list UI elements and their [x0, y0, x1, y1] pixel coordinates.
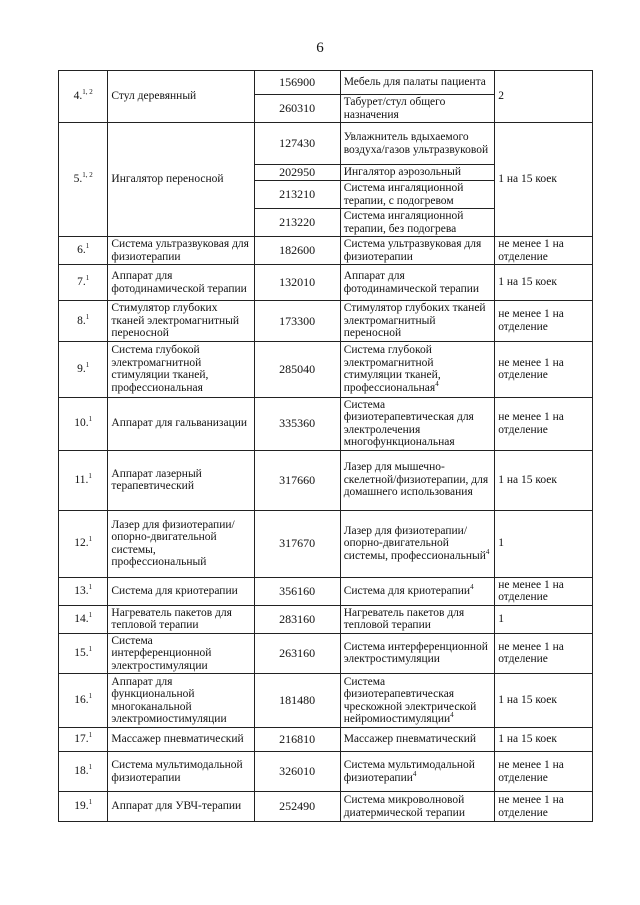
type-name: Лазер для физиотерапии/опорно-двигательной системы, профессиональный — [343, 524, 486, 562]
quantity-cell — [495, 301, 593, 342]
quantity: 1 — [498, 537, 504, 550]
type-code: 283160 — [279, 611, 316, 626]
type-code: 335360 — [279, 416, 316, 431]
row-number: 7. — [77, 276, 86, 289]
type-name-cell — [340, 165, 495, 181]
row-number: 18. — [74, 765, 89, 778]
type-code-cell — [254, 341, 340, 397]
type-code: 132010 — [279, 275, 316, 290]
row-number-superscript: 1 — [85, 360, 90, 369]
type-name: Нагреватель пакетов для тепловой терапии — [343, 606, 465, 631]
device-name-cell — [108, 71, 254, 123]
row-number-cell — [59, 301, 108, 342]
type-name: Аппарат для фотодинамической терапии — [343, 270, 480, 295]
device-name-cell — [108, 728, 254, 752]
table-row — [59, 510, 593, 577]
type-code: 156900 — [279, 75, 316, 90]
type-code-cell — [254, 633, 340, 674]
device-name-cell — [108, 674, 254, 728]
device-name-cell — [108, 265, 254, 301]
row-number: 9. — [77, 362, 86, 375]
type-name-cell — [340, 674, 495, 728]
type-name-cell — [340, 181, 495, 209]
quantity: 1 — [498, 612, 504, 625]
device-name: Система ультразвуковая для физиотерапии — [111, 238, 249, 263]
quantity-cell — [495, 237, 593, 265]
row-number-cell — [59, 71, 108, 123]
quantity-cell — [495, 577, 593, 605]
row-number-cell — [59, 674, 108, 728]
type-name-cell — [340, 95, 495, 123]
device-name-cell — [108, 237, 254, 265]
type-code: 213210 — [279, 187, 316, 202]
quantity: не менее 1 на отделение — [498, 308, 564, 333]
quantity: 1 на 15 коек — [498, 694, 557, 707]
row-number: 6. — [77, 244, 86, 257]
row-number-cell — [59, 265, 108, 301]
row-number-superscript: 1 — [88, 692, 93, 701]
row-number-cell — [59, 123, 108, 237]
quantity: не менее 1 на отделение — [498, 578, 564, 603]
row-number: 11. — [74, 473, 89, 486]
quantity-cell — [495, 341, 593, 397]
type-name: Мебель для палаты пациента — [343, 76, 486, 89]
quantity: 1 на 15 коек — [498, 733, 557, 746]
type-code: 263160 — [279, 646, 316, 660]
table-row — [59, 237, 593, 265]
row-number: 12. — [74, 537, 89, 550]
page-number: 6 — [316, 40, 324, 56]
type-name: Лазер для мышечно-скелетной/физиотерапии, для домашнего использования — [343, 461, 489, 499]
row-number: 8. — [77, 314, 86, 327]
type-code-cell — [254, 510, 340, 577]
table-row — [59, 450, 593, 510]
row-number-superscript: 1 — [85, 242, 90, 251]
type-code: 181480 — [279, 693, 316, 708]
row-number: 15. — [74, 647, 89, 659]
type-name: Система для криотерапии — [343, 584, 471, 597]
type-name: Система интерференционной электростимуляции — [343, 640, 488, 666]
device-name: Аппарат для гальванизации — [111, 417, 248, 430]
type-code: 252490 — [279, 799, 316, 814]
row-number-superscript: 1 — [88, 731, 93, 740]
type-name-cell — [340, 301, 495, 342]
type-name-cell — [340, 510, 495, 577]
row-number: 13. — [74, 584, 89, 597]
quantity-cell — [495, 633, 593, 674]
device-name: Нагреватель пакетов для тепловой терапии — [111, 606, 232, 631]
row-number-cell — [59, 752, 108, 792]
row-number-superscript: 1 — [88, 645, 93, 654]
row-number-superscript: 1 — [88, 535, 93, 544]
type-name-cell — [340, 728, 495, 752]
type-name-cell — [340, 265, 495, 301]
type-code: 356160 — [279, 583, 316, 598]
equipment-table-body — [59, 71, 593, 822]
device-name-cell — [108, 123, 254, 237]
row-number-cell — [59, 633, 108, 674]
row-number-superscript: 1 — [88, 415, 93, 424]
type-code-cell — [254, 397, 340, 450]
row-number-cell — [59, 577, 108, 605]
type-code-cell — [254, 209, 340, 237]
type-name: Увлажнитель вдыхаемого воздуха/газов ультразвуковой — [343, 131, 489, 156]
device-name: Аппарат для фотодинамической терапии — [111, 270, 247, 295]
row-number: 10. — [74, 417, 89, 430]
type-name: Массажер пневматический — [343, 733, 476, 746]
device-name-cell — [108, 450, 254, 510]
quantity-cell — [495, 510, 593, 577]
type-code-cell — [254, 728, 340, 752]
device-name-cell — [108, 341, 254, 397]
equipment-table — [58, 70, 593, 822]
type-name: Система ультразвуковая для физиотерапии — [343, 238, 482, 263]
table-row — [59, 341, 593, 397]
device-name: Аппарат лазерный терапевтический — [111, 467, 202, 492]
type-code-cell — [254, 301, 340, 342]
type-code-cell — [254, 577, 340, 605]
device-name: Система мультимодальной физиотерапии — [111, 759, 243, 784]
type-code-cell — [254, 674, 340, 728]
row-number: 19. — [74, 800, 89, 813]
type-name-cell — [340, 577, 495, 605]
type-code: 285040 — [279, 361, 316, 376]
type-code-cell — [254, 792, 340, 822]
row-number: 4. — [73, 90, 83, 103]
type-code-cell — [254, 605, 340, 633]
device-name-cell — [108, 510, 254, 577]
row-number-superscript: 1 — [88, 471, 92, 480]
device-name-cell — [108, 605, 254, 633]
type-name-cell — [340, 209, 495, 237]
type-name: Система микроволновой диатермической терапии — [343, 794, 465, 819]
row-number-superscript: 1, 2 — [82, 171, 93, 180]
table-row — [59, 633, 593, 674]
row-number-superscript: 1, 2 — [82, 88, 93, 97]
row-number-cell — [59, 397, 108, 450]
type-code: 216810 — [279, 732, 316, 747]
quantity: 1 на 15 коек — [498, 473, 557, 486]
device-name: Стимулятор глубоких тканей электромагнитный переносной — [111, 302, 240, 339]
row-number-superscript: 1 — [88, 582, 93, 591]
type-code: 202950 — [279, 165, 316, 180]
type-code: 127430 — [279, 136, 316, 151]
device-name: Аппарат для УВЧ-терапии — [111, 800, 242, 813]
quantity: не менее 1 на отделение — [498, 411, 564, 436]
device-name-cell — [108, 752, 254, 792]
row-number-superscript: 1 — [88, 610, 93, 619]
type-code-cell — [254, 752, 340, 792]
type-name-cell — [340, 123, 495, 165]
table-row — [59, 71, 593, 95]
type-code: 213220 — [279, 215, 316, 230]
quantity: не менее 1 на отделение — [498, 238, 564, 263]
row-number-cell — [59, 605, 108, 633]
device-name-cell — [108, 577, 254, 605]
quantity-cell — [495, 397, 593, 450]
row-number-superscript: 1 — [88, 798, 93, 807]
device-name-cell — [108, 301, 254, 342]
type-code: 326010 — [279, 764, 316, 779]
type-name: Система ингаляционной терапии, без подогрева — [343, 210, 464, 235]
device-name: Система интерференционной электростимуляции — [111, 634, 212, 672]
type-name: Ингалятор аэрозольный — [343, 166, 461, 179]
table-row — [59, 265, 593, 301]
type-name-cell — [340, 752, 495, 792]
row-number-cell — [59, 510, 108, 577]
type-name-cell — [340, 237, 495, 265]
quantity-cell — [495, 450, 593, 510]
type-code: 260310 — [279, 101, 316, 116]
quantity-cell — [495, 752, 593, 792]
type-name-cell — [340, 605, 495, 633]
quantity-cell — [495, 792, 593, 822]
device-name: Система для криотерапии — [111, 584, 238, 597]
device-name-cell — [108, 792, 254, 822]
type-name-cell — [340, 450, 495, 510]
footnote-superscript: 4 — [412, 769, 417, 778]
quantity: не менее 1 на отделение — [498, 356, 564, 381]
device-name: Аппарат для функциональной многоканальной электромиостимуляции — [111, 675, 227, 725]
quantity-cell — [495, 71, 593, 123]
quantity: не менее 1 на отделение — [498, 794, 564, 819]
row-number-cell — [59, 792, 108, 822]
row-number: 17. — [74, 733, 89, 746]
type-name: Система физиотерапевтическая чрескожной электрической нейромиостимуляции — [343, 675, 477, 725]
table-row — [59, 605, 593, 633]
quantity: 1 на 15 коек — [498, 276, 557, 289]
type-code: 173300 — [279, 313, 316, 328]
row-number-superscript: 1 — [85, 274, 90, 283]
table-row — [59, 397, 593, 450]
quantity-cell — [495, 674, 593, 728]
quantity: 2 — [498, 90, 504, 103]
type-name: Система глубокой электромагнитной стимуляции тканей, профессиональная — [343, 344, 441, 394]
type-name-cell — [340, 792, 495, 822]
device-name: Ингалятор переносной — [111, 173, 224, 186]
table-row — [59, 123, 593, 165]
row-number-superscript: 1 — [85, 312, 90, 321]
table-row — [59, 728, 593, 752]
type-name-cell — [340, 341, 495, 397]
type-code-cell — [254, 265, 340, 301]
quantity-cell — [495, 728, 593, 752]
type-name: Система ингаляционной терапии, с подогревом — [343, 182, 464, 207]
device-name-cell — [108, 633, 254, 674]
device-name: Стул деревянный — [111, 90, 197, 103]
row-number: 16. — [74, 694, 89, 707]
type-name-cell — [340, 633, 495, 674]
footnote-superscript: 4 — [470, 582, 474, 591]
type-code-cell — [254, 123, 340, 165]
type-code-cell — [254, 165, 340, 181]
table-row — [59, 752, 593, 792]
device-name: Система глубокой электромагнитной стимуляции тканей, профессиональная — [111, 344, 209, 394]
type-name-cell — [340, 397, 495, 450]
type-code: 317670 — [279, 536, 316, 551]
quantity: не менее 1 на отделение — [498, 759, 564, 784]
type-name: Система физиотерапевтическая для электролечения многофункциональная — [343, 398, 474, 448]
device-name: Массажер пневматический — [111, 733, 244, 746]
row-number-cell — [59, 450, 108, 510]
device-name: Лазер для физиотерапии/опорно-двигательной системы, профессиональный — [111, 518, 235, 568]
quantity-cell — [495, 123, 593, 237]
row-number-cell — [59, 728, 108, 752]
type-code-cell — [254, 237, 340, 265]
table-row — [59, 301, 593, 342]
footnote-superscript: 4 — [435, 379, 439, 388]
row-number: 14. — [74, 612, 89, 625]
footnote-superscript: 4 — [450, 711, 454, 720]
type-code-cell — [254, 71, 340, 95]
footnote-superscript: 4 — [485, 547, 490, 556]
table-row — [59, 577, 593, 605]
type-code-cell — [254, 181, 340, 209]
quantity-cell — [495, 605, 593, 633]
type-code: 182600 — [279, 243, 316, 258]
row-number-cell — [59, 237, 108, 265]
row-number-superscript: 1 — [88, 763, 93, 772]
device-name-cell — [108, 397, 254, 450]
type-code-cell — [254, 95, 340, 123]
type-code-cell — [254, 450, 340, 510]
type-name: Система мультимодальной физиотерапии — [343, 759, 475, 784]
type-name-cell — [340, 71, 495, 95]
table-row — [59, 792, 593, 822]
type-name: Стимулятор глубоких тканей электромагнитный переносной — [343, 302, 486, 339]
quantity: 1 на 15 коек — [498, 173, 557, 186]
row-number-cell — [59, 341, 108, 397]
quantity-cell — [495, 265, 593, 301]
quantity: не менее 1 на отделение — [498, 640, 564, 666]
row-number: 5. — [73, 173, 83, 186]
type-name: Табурет/стул общего назначения — [343, 96, 446, 121]
type-code: 317660 — [279, 472, 316, 487]
table-row — [59, 674, 593, 728]
